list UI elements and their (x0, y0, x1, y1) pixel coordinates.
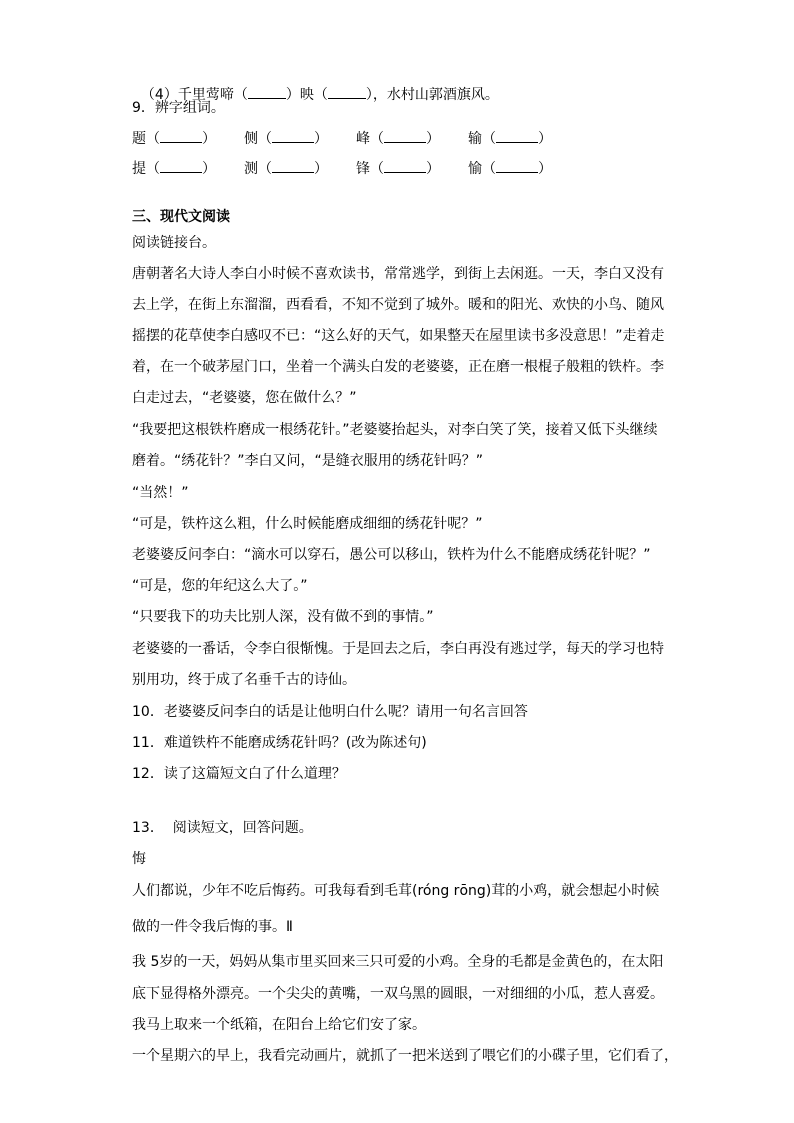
q9-cell (244, 128, 328, 149)
passage-line: 唐朝著名大诗人李白小时候不喜欢读书，常常逃学，到街上去闲逛。一天，李白又没有 (132, 266, 664, 282)
passage-line: 别用功，终于成了名垂千古的诗仙。 (132, 672, 356, 688)
essay-line: 底下显得格外漂亮。一个尖尖的黄嘴，一双乌黑的圆眼，一对细细的小瓜，惹人喜爱。 (132, 986, 664, 1002)
passage-line: “只要我下的功夫比别人深，没有做不到的事情。” (132, 609, 434, 625)
q9-close: ） (314, 131, 328, 147)
q9-char: 侧（ (244, 131, 272, 147)
answer-blank[interactable] (160, 128, 202, 143)
q9-cell (468, 128, 552, 149)
answer-blank[interactable] (384, 158, 426, 173)
essay-line: 人们都说，少年不吃后悔药。可我每看到毛茸(róng rōng)茸的小鸡，就会想起小时候 (132, 883, 660, 899)
passage-line: 去上学，在街上东溜溜，西看看，不知不觉到了城外。暖和的阳光、欢快的小鸟、随风 (132, 297, 664, 313)
answer-blank[interactable] (272, 128, 314, 143)
q8-item4-text-c: ），水村山郭酒旗风。 (365, 87, 499, 103)
passage-line: “可是，您的年纪这么大了。” (132, 578, 308, 594)
q9-close: ） (538, 161, 552, 177)
q9-close: ） (426, 131, 440, 147)
q8-item4-text-b: ）映（ (285, 87, 328, 103)
passage-line: 磨着。“绣花针？”李白又问，“是缝衣服用的绣花针吗？” (132, 453, 484, 469)
q9-close: ） (202, 161, 216, 177)
question-11: 11．难道铁杵不能磨成绣花针吗？(改为陈述句) (132, 735, 427, 751)
essay-title: 悔 (132, 851, 146, 867)
q9-cell (468, 158, 552, 179)
q8-item4-text-a: （4）千里莺啼（ (140, 87, 248, 103)
q9-char: 锋（ (356, 161, 384, 177)
passage-line: 老婆婆反问李白：“滴水可以穿石，愚公可以移山，铁杵为什么不能磨成绣花针呢？” (132, 547, 651, 563)
section-heading: 三、现代文阅读 (132, 209, 230, 225)
answer-blank[interactable] (272, 158, 314, 173)
q9-char: 输（ (468, 131, 496, 147)
answer-blank[interactable] (496, 128, 538, 143)
q9-cell (356, 128, 440, 149)
question-10: 10．老婆婆反问李白的话是让他明白什么呢？请用一句名言回答 (132, 704, 528, 720)
q9-char: 愉（ (468, 161, 496, 177)
q9-char: 峰（ (356, 131, 384, 147)
essay-line: 做的一件令我后悔的事。Ⅱ (132, 919, 293, 935)
essay-line: 我马上取来一个纸箱，在阳台上给它们安了家。 (132, 1017, 426, 1033)
q9-char: 题（ (132, 131, 160, 147)
passage-line: “当然！” (132, 485, 189, 501)
section-intro: 阅读链接台。 (132, 235, 216, 251)
q9-cell (244, 158, 328, 179)
q9-char: 测（ (244, 161, 272, 177)
q9-title: 9．辨字组词。 (132, 100, 225, 116)
q9-cell (132, 128, 216, 149)
passage-line: 老婆婆的一番话，令李白很惭愧。于是回去之后，李白再没有逃过学，每天的学习也特 (132, 641, 664, 657)
q9-close: ） (426, 161, 440, 177)
essay-line: 一个星期六的早上，我看完动画片，就抓了一把米送到了喂它们的小碟子里，它们看了， (132, 1048, 678, 1064)
passage-line: “可是，铁杵这么粗，什么时候能磨成细细的绣花针呢？” (132, 516, 483, 532)
q9-cell (356, 158, 440, 179)
q9-char: 提（ (132, 161, 160, 177)
question-12: 12．读了这篇短文白了什么道理？ (132, 766, 346, 782)
essay-line: 我 5岁的一天，妈妈从集市里买回来三只可爱的小鸡。全身的毛都是金黄色的，在太阳 (132, 954, 664, 970)
passage-line: 着，在一个破茅屋门口，坐着一个满头白发的老婆婆，正在磨一根棍子般粗的铁杵。李 (132, 359, 664, 375)
q9-close: ） (202, 131, 216, 147)
answer-blank[interactable] (328, 84, 366, 99)
q9-close: ） (314, 161, 328, 177)
q13-title: 13． 阅读短文，回答问题。 (132, 820, 313, 836)
answer-blank[interactable] (248, 84, 286, 99)
passage-line: 白走过去，“老婆婆，您在做什么？” (132, 390, 357, 406)
q9-close: ） (538, 131, 552, 147)
passage-line: “我要把这根铁杵磨成一根绣花针。”老婆婆抬起头，对李白笑了笑，接着又低下头继续 (132, 422, 658, 438)
answer-blank[interactable] (384, 128, 426, 143)
answer-blank[interactable] (160, 158, 202, 173)
q9-cell (132, 158, 216, 179)
answer-blank[interactable] (496, 158, 538, 173)
passage-line: 摇摆的花草使李白感叹不已：“这么好的天气，如果整天在屋里读书多没意思！”走着走 (132, 328, 665, 344)
